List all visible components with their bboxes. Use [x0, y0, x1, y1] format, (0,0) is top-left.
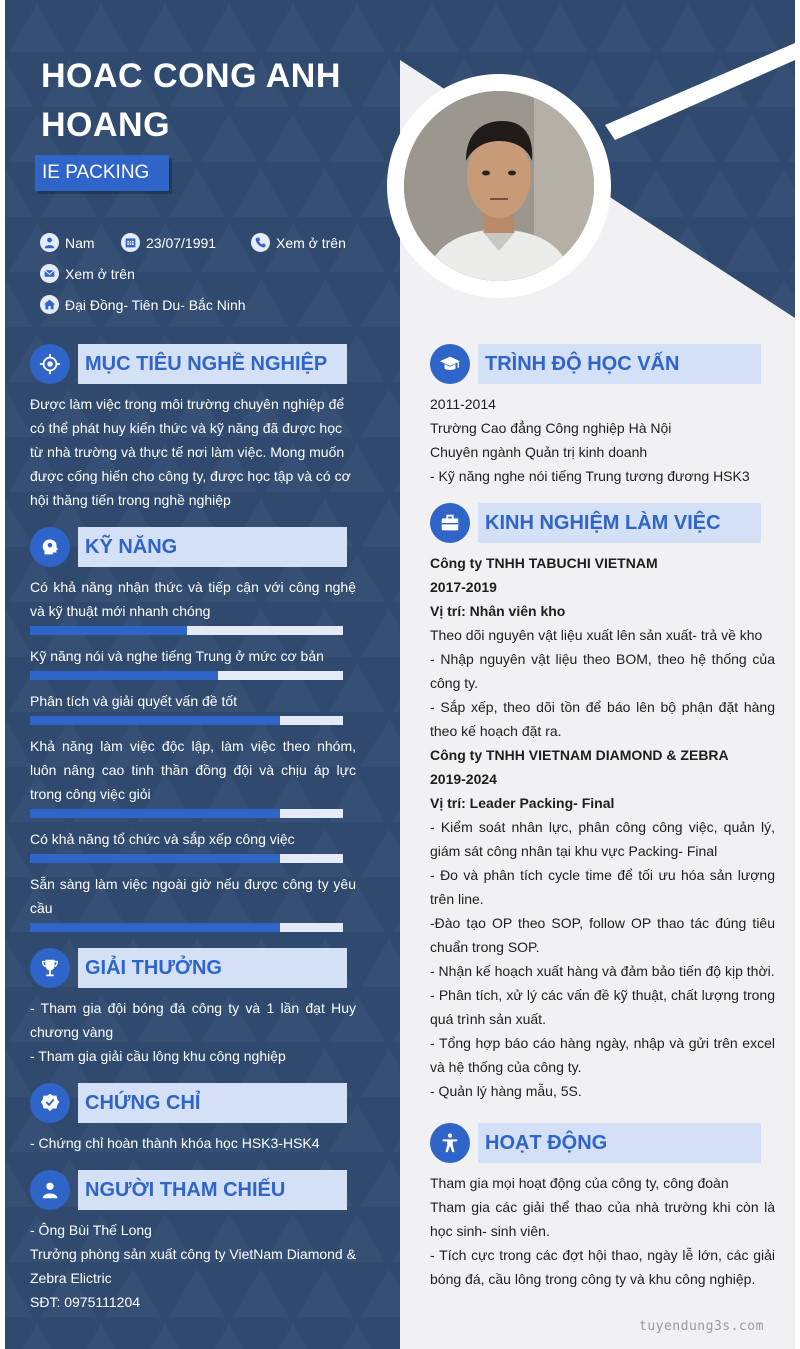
accessibility-icon: [430, 1123, 470, 1163]
job-duty: - Phân tích, xử lý các vấn đề kỹ thuật, chất lượng trong quá trình sản xuất.: [430, 987, 775, 1027]
awards-heading: GIẢI THƯỞNG: [30, 948, 347, 988]
award-line: - Tham gia đội bóng đá công ty và 1 lần đạt Huy chương vàng: [30, 1000, 356, 1040]
reference-line: Trưởng phòng sản xuất công ty VietNam Diamond & Zebra Elictric: [30, 1246, 356, 1286]
activity-line: - Tích cực trong các đợt hội thao, ngày lễ lớn, các giải bóng đá, cầu lông trong công ty và khu công nghiệp.: [430, 1247, 775, 1287]
job-duty: - Đo và phân tích cycle time để tối ưu hóa sản lượng trên line.: [430, 867, 775, 907]
person-icon: [30, 1170, 70, 1210]
skill-bar: [30, 923, 343, 932]
company-name: Công ty TNHH VIETNAM DIAMOND & ZEBRA: [430, 747, 729, 763]
skill-bar: [30, 716, 343, 725]
graduation-cap-icon: [430, 344, 470, 384]
education-line: Trường Cao đẳng Công nghiệp Hà Nội: [430, 420, 672, 436]
job-duty: - Sắp xếp, theo dõi tồn để báo lên bộ phận đặt hàng theo kế hoạch đặt ra.: [430, 699, 775, 739]
education-heading: TRÌNH ĐỘ HỌC VẤN: [430, 344, 761, 384]
job-duty: - Nhận kế hoạch xuất hàng và đảm bảo tiến độ kịp thời.: [430, 963, 775, 979]
address-value: Đại Đồng- Tiên Du- Bắc Ninh: [65, 296, 246, 313]
certificate-line: - Chứng chỉ hoàn thành khóa học HSK3-HSK4: [30, 1135, 320, 1151]
job-duty: - Tổng hợp báo cáo hàng ngày, nhập và gửi trên excel và hệ thống của công ty.: [430, 1035, 775, 1075]
envelope-icon: [40, 264, 59, 283]
skill-label: Có khả năng nhận thức và tiếp cận với công nghệ và kỹ thuật mới nhanh chóng: [30, 579, 356, 619]
calendar-icon: [121, 233, 140, 252]
job-position: Vị trí: Leader Packing- Final: [430, 795, 615, 811]
profile-photo: [404, 91, 594, 281]
job-duty: Theo dõi nguyên vật liệu xuất lên sản xuất- trả về kho: [430, 627, 763, 643]
experience-list: [430, 551, 775, 1103]
brain-head-icon: [30, 527, 70, 567]
activities-list: [430, 1171, 775, 1291]
target-icon: [30, 344, 70, 384]
activity-line: Tham gia mọi hoạt động của công ty, công đoàn: [430, 1175, 729, 1191]
objective-text: Được làm việc trong môi trường chuyên nghiệp để có thể phát huy kiến thức và kỹ năng đã được học từ nhà trường và thực tế nơi làm việc. Mong muốn được cống hiến cho công ty, được học tập và có cơ hội thăng tiến trong nghề nghiệp: [30, 396, 351, 508]
skill-bar: [30, 809, 343, 818]
job-period: 2019-2024: [430, 771, 497, 787]
job-period: 2017-2019: [430, 579, 497, 595]
experience-heading: KINH NGHIỆM LÀM VIỆC: [430, 503, 761, 543]
phone-info: [251, 233, 346, 252]
awards-list: [30, 996, 356, 1068]
birthday-value: 23/07/1991: [146, 234, 217, 251]
job-duty: - Kiểm soát nhân lực, phân công công việc, quản lý, giám sát công nhân tại khu vực Packing- Final: [430, 819, 775, 859]
trophy-icon: [30, 948, 70, 988]
education-line: - Kỹ năng nghe nói tiếng Trung tương đương HSK3: [430, 468, 750, 484]
certificates-list: [30, 1131, 356, 1155]
skill-bar: [30, 671, 343, 680]
references-heading: NGƯỜI THAM CHIẾU: [30, 1170, 347, 1210]
activity-line: Tham gia các giải thể thao của nhà trường khi còn là học sinh- sinh viên.: [430, 1199, 775, 1239]
watermark: tuyendung3s.com: [639, 1319, 764, 1334]
briefcase-icon: [430, 503, 470, 543]
education-line: Chuyên ngành Quản trị kinh doanh: [430, 444, 648, 460]
company-name: Công ty TNHH TABUCHI VIETNAM: [430, 555, 658, 571]
skill-label: Phân tích và giải quyết vấn đề tốt: [30, 693, 238, 709]
badge-check-icon: [30, 1083, 70, 1123]
skills-heading: KỸ NĂNG: [30, 527, 347, 567]
email-info: [40, 264, 135, 283]
job-duty: -Đào tạo OP theo SOP, follow OP thao tác đúng tiêu chuẩn trong SOP.: [430, 915, 775, 955]
address-info: [40, 295, 246, 314]
job-duty: - Quản lý hàng mẫu, 5S.: [430, 1083, 582, 1099]
cv-page: [5, 0, 795, 1349]
job-title-badge: IE PACKING: [35, 155, 169, 191]
education-line: 2011-2014: [430, 396, 496, 412]
objective-heading: MỤC TIÊU NGHỀ NGHIỆP: [30, 344, 347, 384]
references-list: [30, 1218, 360, 1314]
job-duty: - Nhập nguyên vật liệu theo BOM, theo hệ thống của công ty.: [430, 651, 775, 691]
skill-label: Khả năng làm việc độc lập, làm việc theo nhóm, luôn nâng cao tinh thần đồng đội và chịu áp lực trong công việc giỏi: [30, 738, 356, 802]
activities-heading: HOẠT ĐỘNG: [430, 1123, 761, 1163]
certificates-heading: CHỨNG CHỈ: [30, 1083, 347, 1123]
home-icon: [40, 295, 59, 314]
award-line: - Tham gia giải cầu lông khu công nghiệp: [30, 1048, 286, 1064]
skill-bar: [30, 626, 343, 635]
education-list: [430, 392, 775, 488]
reference-line: - Ông Bùi Thế Long: [30, 1222, 152, 1238]
job-position: Vị trí: Nhân viên kho: [430, 603, 566, 619]
candidate-name: HOAC CONG ANH HOANG: [41, 57, 341, 144]
reference-line: SĐT: 0975111204: [30, 1294, 141, 1310]
user-icon: [40, 233, 59, 252]
skill-bar: [30, 854, 343, 863]
skill-label: Sẵn sàng làm việc ngoài giờ nếu được công ty yêu cầu: [30, 876, 356, 916]
phone-value: Xem ở trên: [276, 234, 346, 251]
gender-value: Nam: [65, 234, 95, 251]
birthday-info: [121, 233, 216, 252]
gender-info: [40, 233, 95, 252]
skill-label: Kỹ năng nói và nghe tiếng Trung ở mức cơ bản: [30, 648, 324, 664]
email-value: Xem ở trên: [65, 265, 135, 282]
skill-label: Có khả năng tổ chức và sắp xếp công việc: [30, 831, 295, 847]
phone-icon: [251, 233, 270, 252]
